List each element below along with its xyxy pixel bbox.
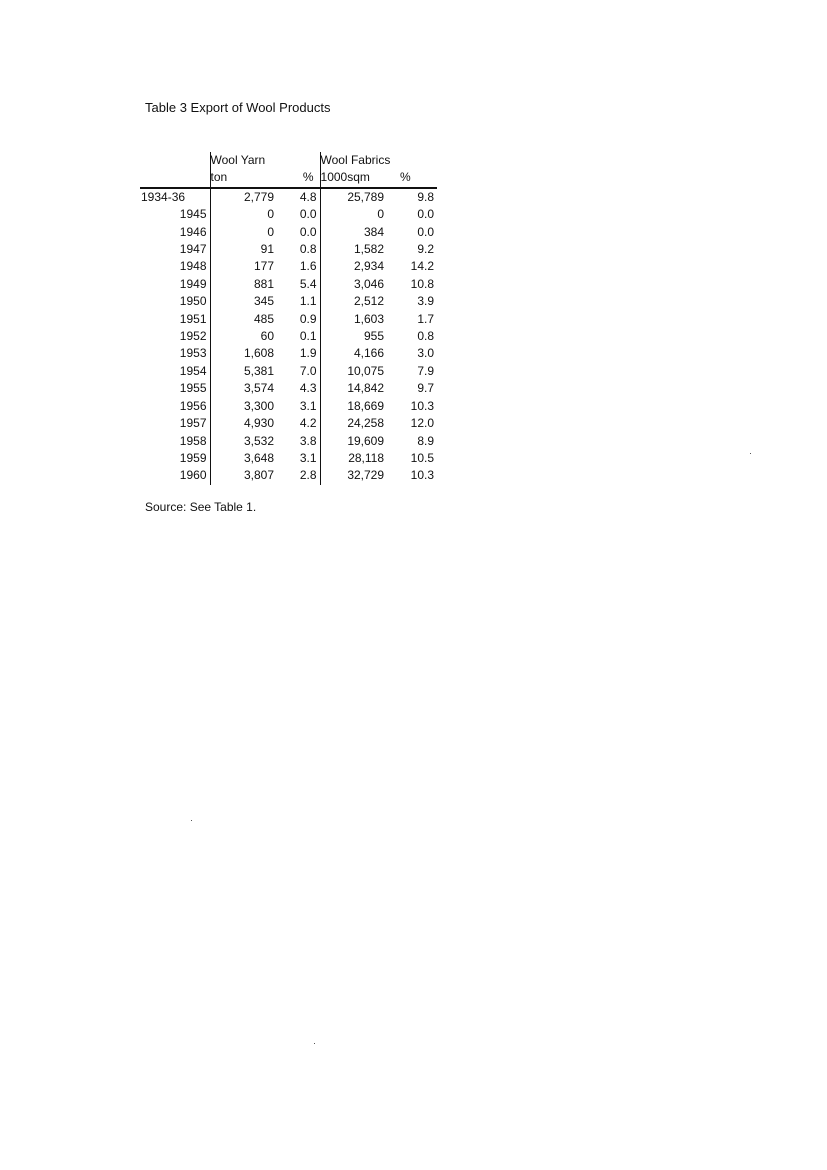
- yarn-pct-cell: 1.6: [299, 259, 317, 274]
- fabrics-sqm-cell: 3,046: [320, 276, 390, 293]
- yarn-pct-cell: 0.0: [299, 207, 317, 222]
- yarn-pct-cell: 4.8: [299, 189, 317, 204]
- yarn-pct-cell: 5.4: [299, 276, 317, 291]
- fabrics-sqm-cell: 2,934: [320, 258, 390, 275]
- table-row: [140, 363, 437, 380]
- year-cell: 1949: [179, 276, 207, 291]
- year-cell: 1950: [179, 294, 207, 309]
- fabrics-sqm-cell: 24,258: [320, 415, 390, 432]
- header-wool-fabrics: Wool Fabrics: [320, 152, 437, 169]
- yarn-ton-cell: 177: [210, 258, 280, 275]
- fabrics-sqm-cell: 32,729: [320, 467, 390, 484]
- header-row-units: [140, 169, 437, 187]
- year-cell: 1958: [179, 433, 207, 448]
- yarn-ton-cell: 485: [210, 311, 280, 328]
- year-cell: 1946: [179, 224, 207, 239]
- fabrics-sqm-cell: 1,603: [320, 311, 390, 328]
- fabrics-pct-cell: 10.3: [410, 468, 435, 483]
- table-row: [140, 345, 437, 362]
- table-body: [140, 188, 437, 485]
- yarn-pct-cell: 0.8: [299, 242, 317, 257]
- page-title: Table 3 Export of Wool Products: [145, 100, 331, 115]
- fabrics-pct-cell: 0.8: [417, 329, 435, 344]
- table-row: [140, 328, 437, 345]
- export-table: [140, 152, 437, 485]
- yarn-pct-cell: 1.1: [299, 294, 317, 309]
- fabrics-pct-cell: 10.5: [410, 450, 435, 465]
- yarn-ton-cell: 0: [210, 206, 280, 223]
- yarn-pct-cell: 0.9: [299, 311, 317, 326]
- header-blank-cell: [140, 152, 210, 169]
- fabrics-sqm-cell: 19,609: [320, 433, 390, 450]
- table-row: [140, 398, 437, 415]
- fabrics-pct-cell: 9.8: [417, 189, 435, 204]
- year-cell: 1934-36: [141, 189, 186, 204]
- fabrics-sqm-cell: 1,582: [320, 241, 390, 258]
- table-row: [140, 241, 437, 258]
- fabrics-sqm-cell: 10,075: [320, 363, 390, 380]
- export-table-container: [140, 152, 437, 485]
- fabrics-pct-cell: 3.9: [417, 294, 435, 309]
- yarn-ton-cell: 60: [210, 328, 280, 345]
- yarn-ton-cell: 3,532: [210, 433, 280, 450]
- year-cell: 1955: [179, 381, 207, 396]
- yarn-ton-cell: 3,574: [210, 380, 280, 397]
- fabrics-pct-cell: 9.7: [417, 381, 435, 396]
- fabrics-sqm-cell: 25,789: [320, 188, 390, 206]
- yarn-ton-cell: 3,300: [210, 398, 280, 415]
- table-row: [140, 224, 437, 241]
- year-cell: 1960: [179, 468, 207, 483]
- table-row: [140, 380, 437, 397]
- yarn-ton-cell: 5,381: [210, 363, 280, 380]
- fabrics-sqm-cell: 4,166: [320, 345, 390, 362]
- fabrics-pct-cell: 0.0: [417, 207, 435, 222]
- yarn-ton-cell: 0: [210, 224, 280, 241]
- yarn-ton-cell: 2,779: [210, 188, 280, 206]
- header-blank-cell: [140, 169, 210, 187]
- header-unit-sqm: 1000sqm: [320, 169, 390, 187]
- scan-speck: [314, 1043, 315, 1044]
- year-cell: 1957: [179, 416, 207, 431]
- header-wool-yarn: Wool Yarn: [210, 152, 320, 169]
- yarn-pct-cell: 3.8: [299, 433, 317, 448]
- yarn-pct-cell: 0.0: [299, 224, 317, 239]
- table-row: [140, 276, 437, 293]
- fabrics-pct-cell: 1.7: [417, 311, 435, 326]
- fabrics-pct-cell: 14.2: [410, 259, 435, 274]
- yarn-pct-cell: 3.1: [299, 398, 317, 413]
- yarn-pct-cell: 1.9: [299, 346, 317, 361]
- fabrics-pct-cell: 3.0: [417, 346, 435, 361]
- year-cell: 1953: [179, 346, 207, 361]
- year-cell: 1948: [179, 259, 207, 274]
- table-row: [140, 293, 437, 310]
- year-cell: 1945: [179, 207, 207, 222]
- yarn-ton-cell: 3,807: [210, 467, 280, 484]
- scan-speck: [750, 453, 751, 454]
- fabrics-pct-cell: 10.3: [410, 398, 435, 413]
- table-row: [140, 450, 437, 467]
- year-cell: 1959: [179, 450, 207, 465]
- table-row: [140, 467, 437, 484]
- fabrics-pct-cell: 9.2: [417, 242, 435, 257]
- table-row: [140, 206, 437, 223]
- year-cell: 1956: [179, 398, 207, 413]
- yarn-ton-cell: 1,608: [210, 345, 280, 362]
- year-cell: 1947: [179, 242, 207, 257]
- yarn-ton-cell: 881: [210, 276, 280, 293]
- yarn-ton-cell: 4,930: [210, 415, 280, 432]
- table-row: [140, 258, 437, 275]
- yarn-pct-cell: 3.1: [299, 450, 317, 465]
- fabrics-sqm-cell: 384: [320, 224, 390, 241]
- fabrics-pct-cell: 8.9: [417, 433, 435, 448]
- table-row: [140, 311, 437, 328]
- year-cell: 1952: [179, 329, 207, 344]
- scan-speck: [191, 820, 192, 821]
- fabrics-pct-cell: 0.0: [417, 224, 435, 239]
- yarn-ton-cell: 91: [210, 241, 280, 258]
- table-row: [140, 415, 437, 432]
- fabrics-pct-cell: 7.9: [417, 363, 435, 378]
- fabrics-pct-cell: 12.0: [410, 416, 435, 431]
- year-cell: 1954: [179, 363, 207, 378]
- fabrics-sqm-cell: 2,512: [320, 293, 390, 310]
- table-row: [140, 433, 437, 450]
- yarn-pct-cell: 7.0: [299, 363, 317, 378]
- yarn-pct-cell: 0.1: [299, 329, 317, 344]
- table-row: [140, 188, 437, 206]
- year-cell: 1951: [179, 311, 207, 326]
- header-row-groups: [140, 152, 437, 169]
- fabrics-sqm-cell: 18,669: [320, 398, 390, 415]
- header-unit-fabrics-pct: %: [390, 169, 437, 187]
- yarn-ton-cell: 3,648: [210, 450, 280, 467]
- yarn-pct-cell: 2.8: [299, 468, 317, 483]
- table-header: [140, 152, 437, 188]
- fabrics-sqm-cell: 955: [320, 328, 390, 345]
- yarn-pct-cell: 4.2: [299, 416, 317, 431]
- yarn-ton-cell: 345: [210, 293, 280, 310]
- header-unit-ton: ton: [210, 169, 280, 187]
- fabrics-sqm-cell: 14,842: [320, 380, 390, 397]
- fabrics-sqm-cell: 28,118: [320, 450, 390, 467]
- yarn-pct-cell: 4.3: [299, 381, 317, 396]
- header-unit-yarn-pct: %: [280, 169, 320, 187]
- fabrics-pct-cell: 10.8: [410, 276, 435, 291]
- fabrics-sqm-cell: 0: [320, 206, 390, 223]
- source-note: Source: See Table 1.: [145, 500, 257, 514]
